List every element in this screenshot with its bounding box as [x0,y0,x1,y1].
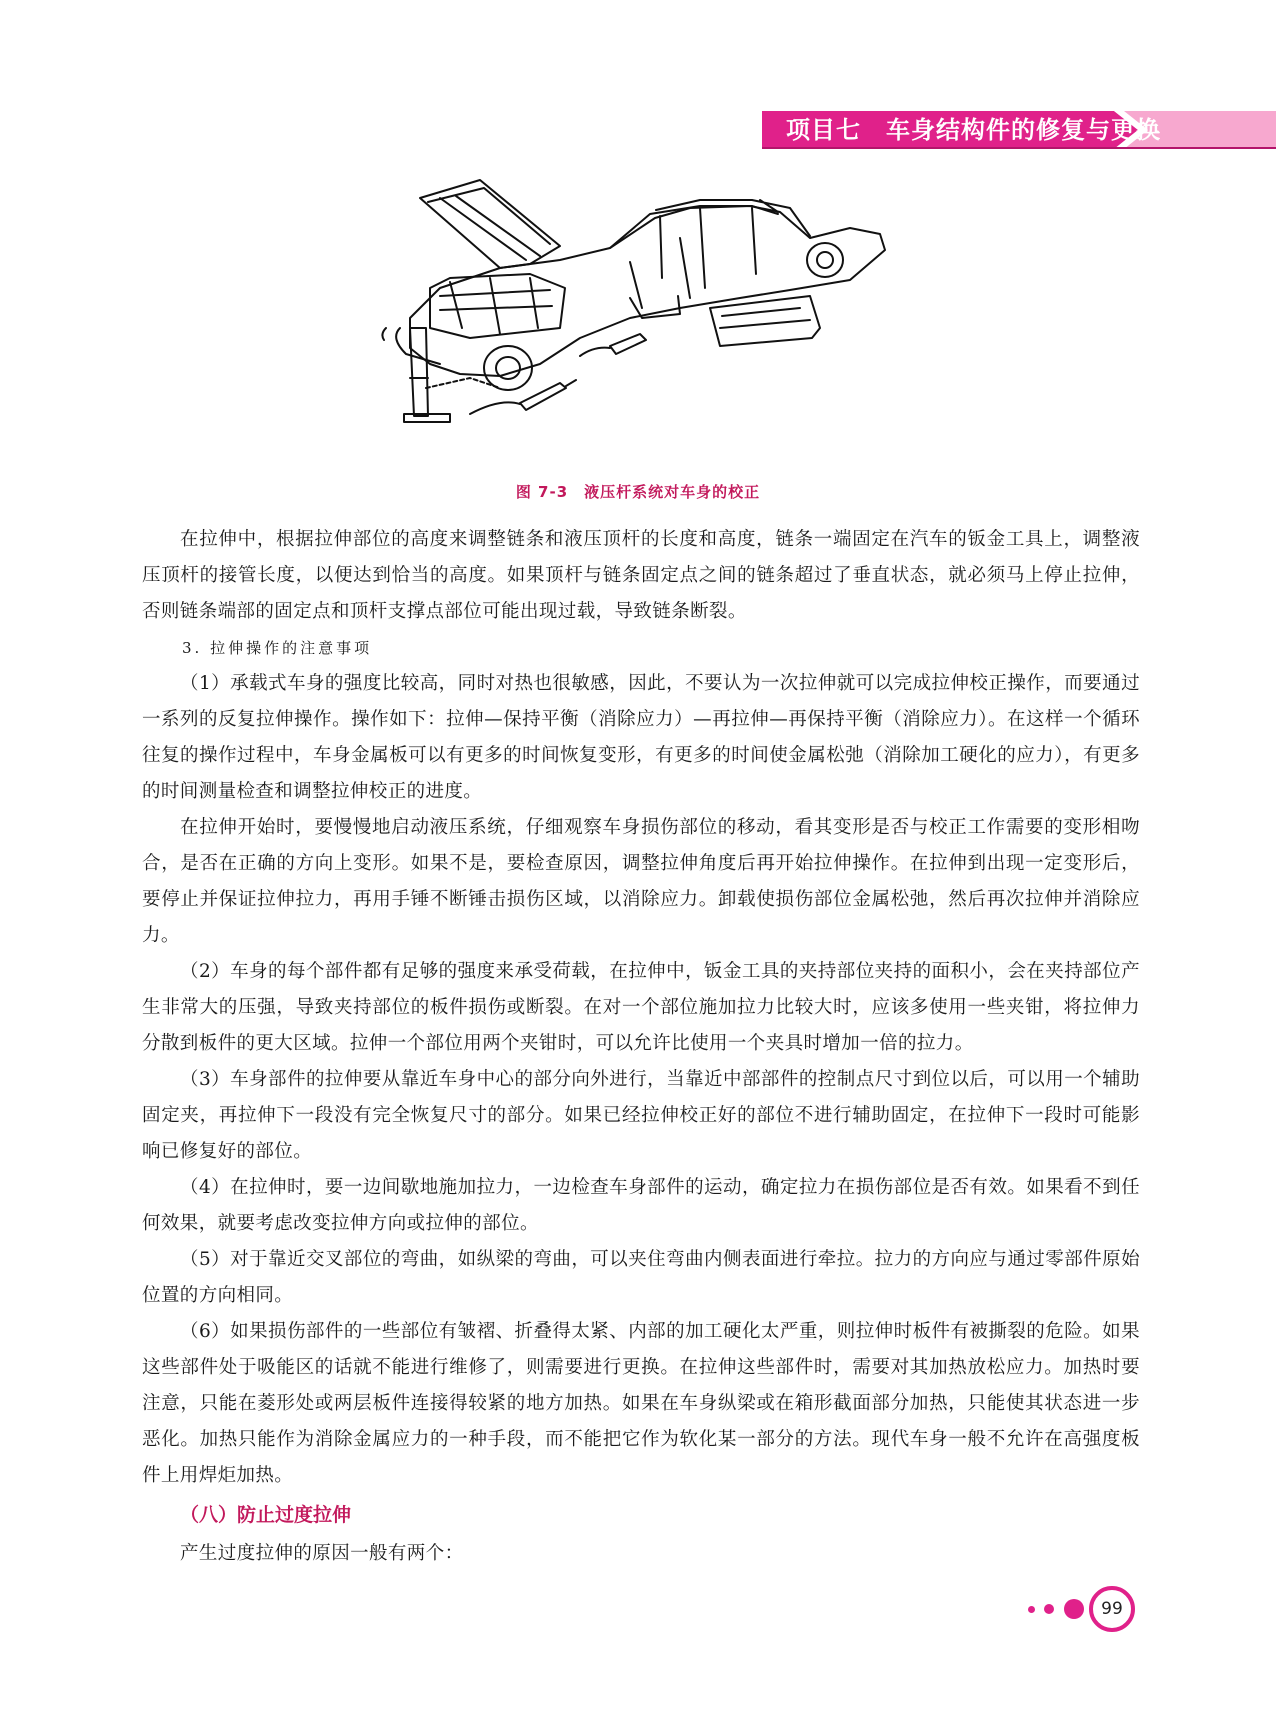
chain [426,378,500,388]
paragraph: 在拉伸中，根据拉伸部位的高度来调整链条和液压顶杆的长度和高度，链条一端固定在汽车的钣金工具上，调整液压顶杆的接管长度，以便达到恰当的高度。如果顶杆与链条固定点之间的链条超过了垂直状态，就必须马上停止拉伸，否则链条端部的固定点和顶杆支撑点部位可能出现过载，导致链条断裂。 [142,529,1140,622]
hydraulic-post [404,328,450,422]
car-body-illustration [380,178,920,478]
hydraulic-ram [520,380,576,410]
car-body-outline [410,206,885,376]
dot-small [1028,1606,1035,1613]
dot-large [1064,1599,1084,1619]
paragraph: 在拉伸开始时，要慢慢地启动液压系统，仔细观察车身损伤部位的移动，看其变形是否与校正工作需要的变形相吻合，是否在正确的方向上变形。如果不是，要检查原因，调整拉伸角度后再开始拉伸操作。在拉伸到出现一定变形后，要停止并保证拉伸拉力，再用手锤不断锤击损伤区域，以消除应力。卸载使损伤部位金属松弛，然后再次拉伸并消除应力。 [142,817,1140,946]
paragraph: （6）如果损伤部件的一些部位有皱褶、折叠得太紧、内部的加工硬化太严重，则拉伸时板件有被撕裂的危险。如果这些部件处于吸能区的话就不能进行维修了，则需要进行更换。在拉伸这些部件时，需要对其加热放松应力。加热时要注意，只能在菱形处或两层板件连接得较紧的地方加热。如果在车身纵梁或在箱形截面部分加热，只能使其状态进一步恶化。加热只能作为消除金属应力的一种手段，而不能把它作为软化某一部分的方法。现代车身一般不允许在高强度板件上用焊炬加热。 [142,1321,1140,1486]
chapter-title: 项目七 车身结构件的修复与更换 [786,116,1161,144]
chapter-header [762,111,1276,149]
roof-frame [610,206,778,288]
figure-car-straightening [380,178,920,478]
paragraph: （5）对于靠近交叉部位的弯曲，如纵梁的弯曲，可以夹住弯曲内侧表面进行牵拉。拉力的方向应与通过零部件原始位置的方向相同。 [142,1249,1140,1306]
section-heading: （八）防止过度拉伸 [180,1504,352,1526]
figure-caption: 图 7-3 液压杆系统对车身的校正 [515,483,761,501]
paragraph: （1）承载式车身的强度比较高，同时对热也很敏感，因此，不要认为一次拉伸就可以完成拉伸校正操作，而要通过一系列的反复拉伸操作。操作如下：拉伸—保持平衡（消除应力）—再拉伸—再保持平衡（消除应力）。在这样一个循环往复的操作过程中，车身金属板可以有更多的时间恢复变形，有更多的时间使金属松弛（消除加工硬化的应力），有更多的时间测量检查和调整拉伸校正的进度。 [142,673,1140,802]
paragraph: 产生过度拉伸的原因一般有两个： [180,1543,464,1564]
door-panel [710,296,820,346]
subsection-heading: 3. 拉伸操作的注意事项 [182,639,373,657]
paragraph: （4）在拉伸时，要一边间歇地施加拉力，一边检查车身部件的运动，确定拉力在损伤部位是否有效。如果看不到任何效果，就要考虑改变拉伸方向或拉伸的部位。 [142,1177,1140,1234]
page-number: 99 [1101,1599,1123,1619]
rear-wheel [807,243,843,277]
page-footer [1026,1584,1146,1640]
floor-jack [580,334,646,356]
paragraph: （2）车身的每个部件都有足够的强度来承受荷载，在拉伸中，钣金工具的夹持部位夹持的面积小，会在夹持部位产生非常大的压强，导致夹持部位的板件损伤或断裂。在对一个部位施加拉力比较大时，应该多使用一些夹钳，将拉伸力分散到板件的更大区域。拉伸一个部位用两个夹钳时，可以允许比使用一个夹具时增加一倍的拉力。 [142,961,1140,1054]
dot-medium [1044,1604,1054,1614]
page-number-circle [1089,1586,1135,1632]
main-text [142,522,1140,1572]
paragraph: （3）车身部件的拉伸要从靠近车身中心的部分向外进行，当靠近中部部件的控制点尺寸到位以后，可以用一个辅助固定夹，再拉伸下一段没有完全恢复尺寸的部分。如果已经拉伸校正好的部位不进行辅助固定，在拉伸下一段时可能影响已修复好的部位。 [142,1069,1140,1162]
